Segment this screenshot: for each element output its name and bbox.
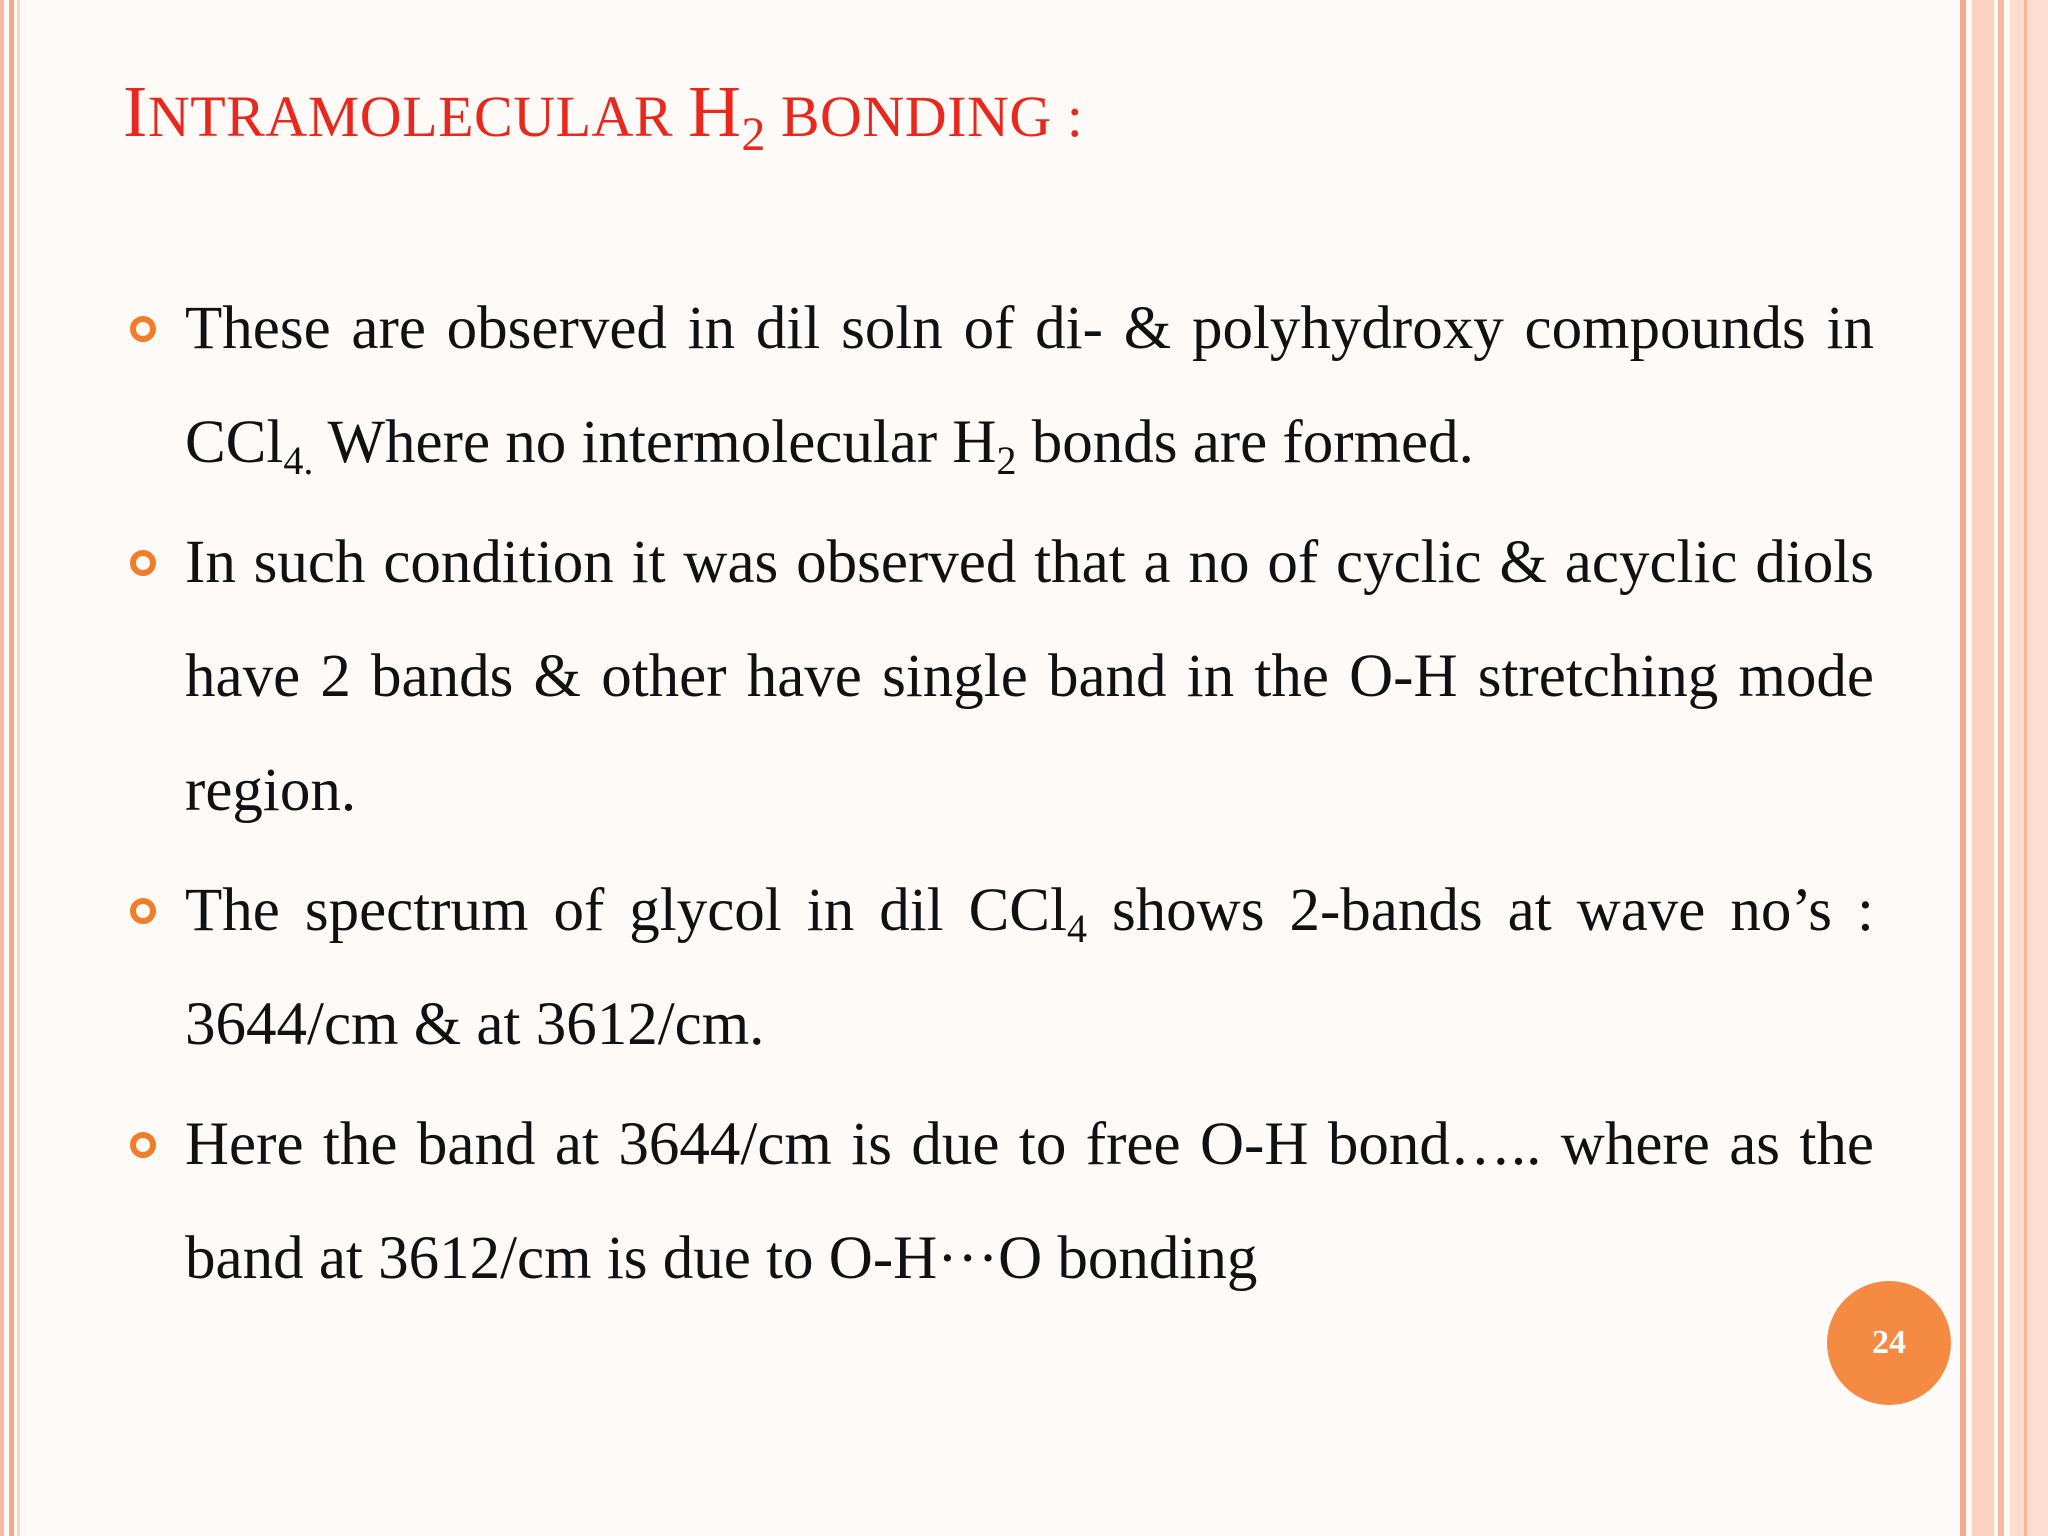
bullet-text: In such condition it was observed that a no of cyclic & acyclic diols have 2 bands & other have single band in the O-H stretching mode region.	[185, 529, 1874, 824]
subscript: 4	[1066, 906, 1087, 951]
subscript: 4.	[283, 438, 314, 483]
right-border-stripe	[1998, 0, 2004, 1536]
bullet-item	[130, 506, 1874, 848]
bullet-item	[130, 1088, 1874, 1316]
page-number-badge	[1827, 1281, 1951, 1405]
bullet-list	[130, 272, 1874, 1322]
right-border-stripe	[2010, 0, 2048, 1536]
bullet-text: shows 2-bands at wave no’s : 3644/cm & at 3612/cm.	[185, 877, 1874, 1058]
page-number: 24	[1872, 1324, 1906, 1361]
right-border-stripe	[1972, 0, 1994, 1536]
slide-title	[123, 71, 1084, 161]
left-border-stripe	[17, 0, 20, 1536]
title-subscript: 2	[741, 108, 766, 161]
left-border-stripe	[9, 0, 14, 1536]
subscript: 2	[996, 438, 1017, 483]
title-cap-i: I	[123, 71, 148, 152]
left-border-stripe	[0, 0, 4, 1536]
bullet-item	[130, 854, 1874, 1082]
title-text: NTRAMOLECULAR	[147, 84, 689, 149]
title-suffix: BONDING :	[765, 84, 1084, 149]
bullet-text: These are observed in dil soln of di- & polyhydroxy compounds in CCl	[185, 295, 1874, 476]
right-border-stripe	[1960, 0, 1966, 1536]
bullet-text: Where no intermolecular H	[313, 409, 997, 476]
hollow-circle-bullet-icon	[130, 316, 156, 342]
bullet-text: Here the band at 3644/cm is due to free O-H bond….. where as the band at 3612/cm is due to O-H···O bonding	[185, 1111, 1874, 1292]
hollow-circle-bullet-icon	[130, 550, 156, 576]
bullet-text: bonds are formed.	[1016, 409, 1474, 476]
title-cap-h: H	[688, 71, 742, 152]
bullet-item	[130, 272, 1874, 500]
right-border-stripe	[2024, 0, 2027, 1536]
bullet-text: The spectrum of glycol in dil CCl	[185, 877, 1067, 944]
hollow-circle-bullet-icon	[130, 898, 156, 924]
hollow-circle-bullet-icon	[130, 1132, 156, 1158]
